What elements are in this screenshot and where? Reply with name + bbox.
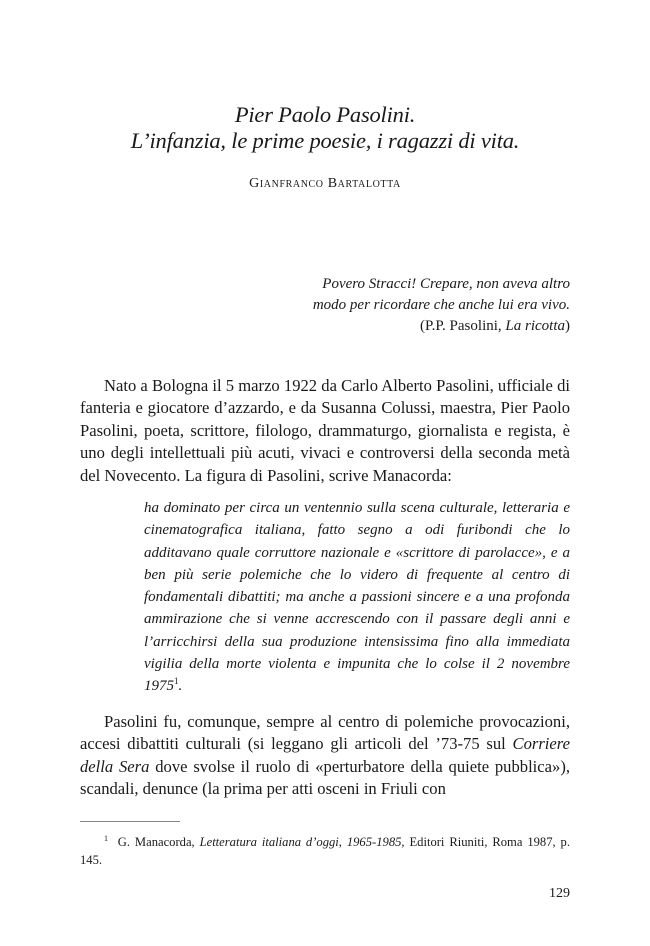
paragraph-2-text — [80, 711, 570, 801]
page-number: 129 — [549, 886, 570, 901]
epigraph-source — [240, 316, 570, 337]
title-line-1: Pier Paolo Pasolini. — [234, 102, 416, 127]
footnote-rest: , Editori Riuniti, Roma 1987, p. 145. — [80, 835, 570, 867]
block-quote — [144, 497, 570, 698]
footnote-title: Letteratura italiana d’oggi, 1965-1985 — [199, 835, 402, 849]
epigraph-source-prefix: (P.P. Pasolini, — [419, 318, 506, 334]
block-quote-text — [144, 497, 570, 698]
footnote-author: G. Manacorda, — [117, 835, 200, 849]
footnote-marker: 1 — [104, 833, 108, 843]
paragraph-1 — [80, 375, 570, 487]
footnote-text — [80, 833, 570, 869]
paragraph-2-italic: Corriere della Sera — [80, 734, 570, 776]
epigraph-line-1: Povero Stracci! Crepare, non aveva altro — [322, 276, 570, 292]
footnote-reference[interactable]: 1 — [174, 676, 179, 687]
author-name: Gianfranco Bartalotta — [249, 176, 401, 191]
epigraph-source-suffix: ) — [565, 318, 570, 334]
paragraph-1-text: Nato a Bologna il 5 marzo 1922 da Carlo Alberto Pasolini, ufficiale di fanteria e giocatore d’azzardo, e da Susanna Colussi, maestra, Pier Paolo Pasolini, poeta, scrittore, filologo, drammaturgo, giornalista e regista, è uno degli intellettuali più acuti, vivaci e controversi della seconda metà del Novecento. La figura di Pasolini, scrive Manacorda: — [80, 376, 570, 485]
footnote — [80, 833, 570, 869]
chapter-title — [0, 102, 650, 154]
epigraph — [240, 274, 570, 337]
footnote-divider — [80, 821, 180, 822]
paragraph-2 — [80, 711, 570, 801]
block-quote-end: . — [178, 678, 183, 695]
title-line-2: L’infanzia, le prime poesie, i ragazzi di vita. — [130, 128, 520, 153]
block-quote-body: ha dominato per circa un ventennio sulla scena culturale, letteraria e cinematografica italiana, fatto segno a odi furibondi che lo additavano quale corruttore nazionale e «scrittore di parolacce», e a ben più serie polemiche che lo videro di frequente al centro di fondamentali dibattiti; ma anche a passioni sincere e a una profonda ammirazione che si venne accrescendo con il passare degli anni e l’arricchirsi della sua produzione intensissima fino alla immediata vigilia della morte violenta e impunita che lo colse il 2 novembre 1975 — [144, 500, 570, 695]
paragraph-2-part-1: Pasolini fu, comunque, sempre al centro di polemiche provocazioni, accesi dibattiti culturali (si leggano gli articoli del ’73-75 sul — [80, 712, 570, 754]
epigraph-source-title: La ricotta — [505, 318, 565, 334]
epigraph-line-2: modo per ricordare che anche lui era vivo. — [312, 297, 570, 313]
paragraph-2-part-2: dove svolse il ruolo di «perturbatore della quiete pubblica»), scandali, denunce (la prima per atti osceni in Friuli con — [80, 756, 570, 799]
